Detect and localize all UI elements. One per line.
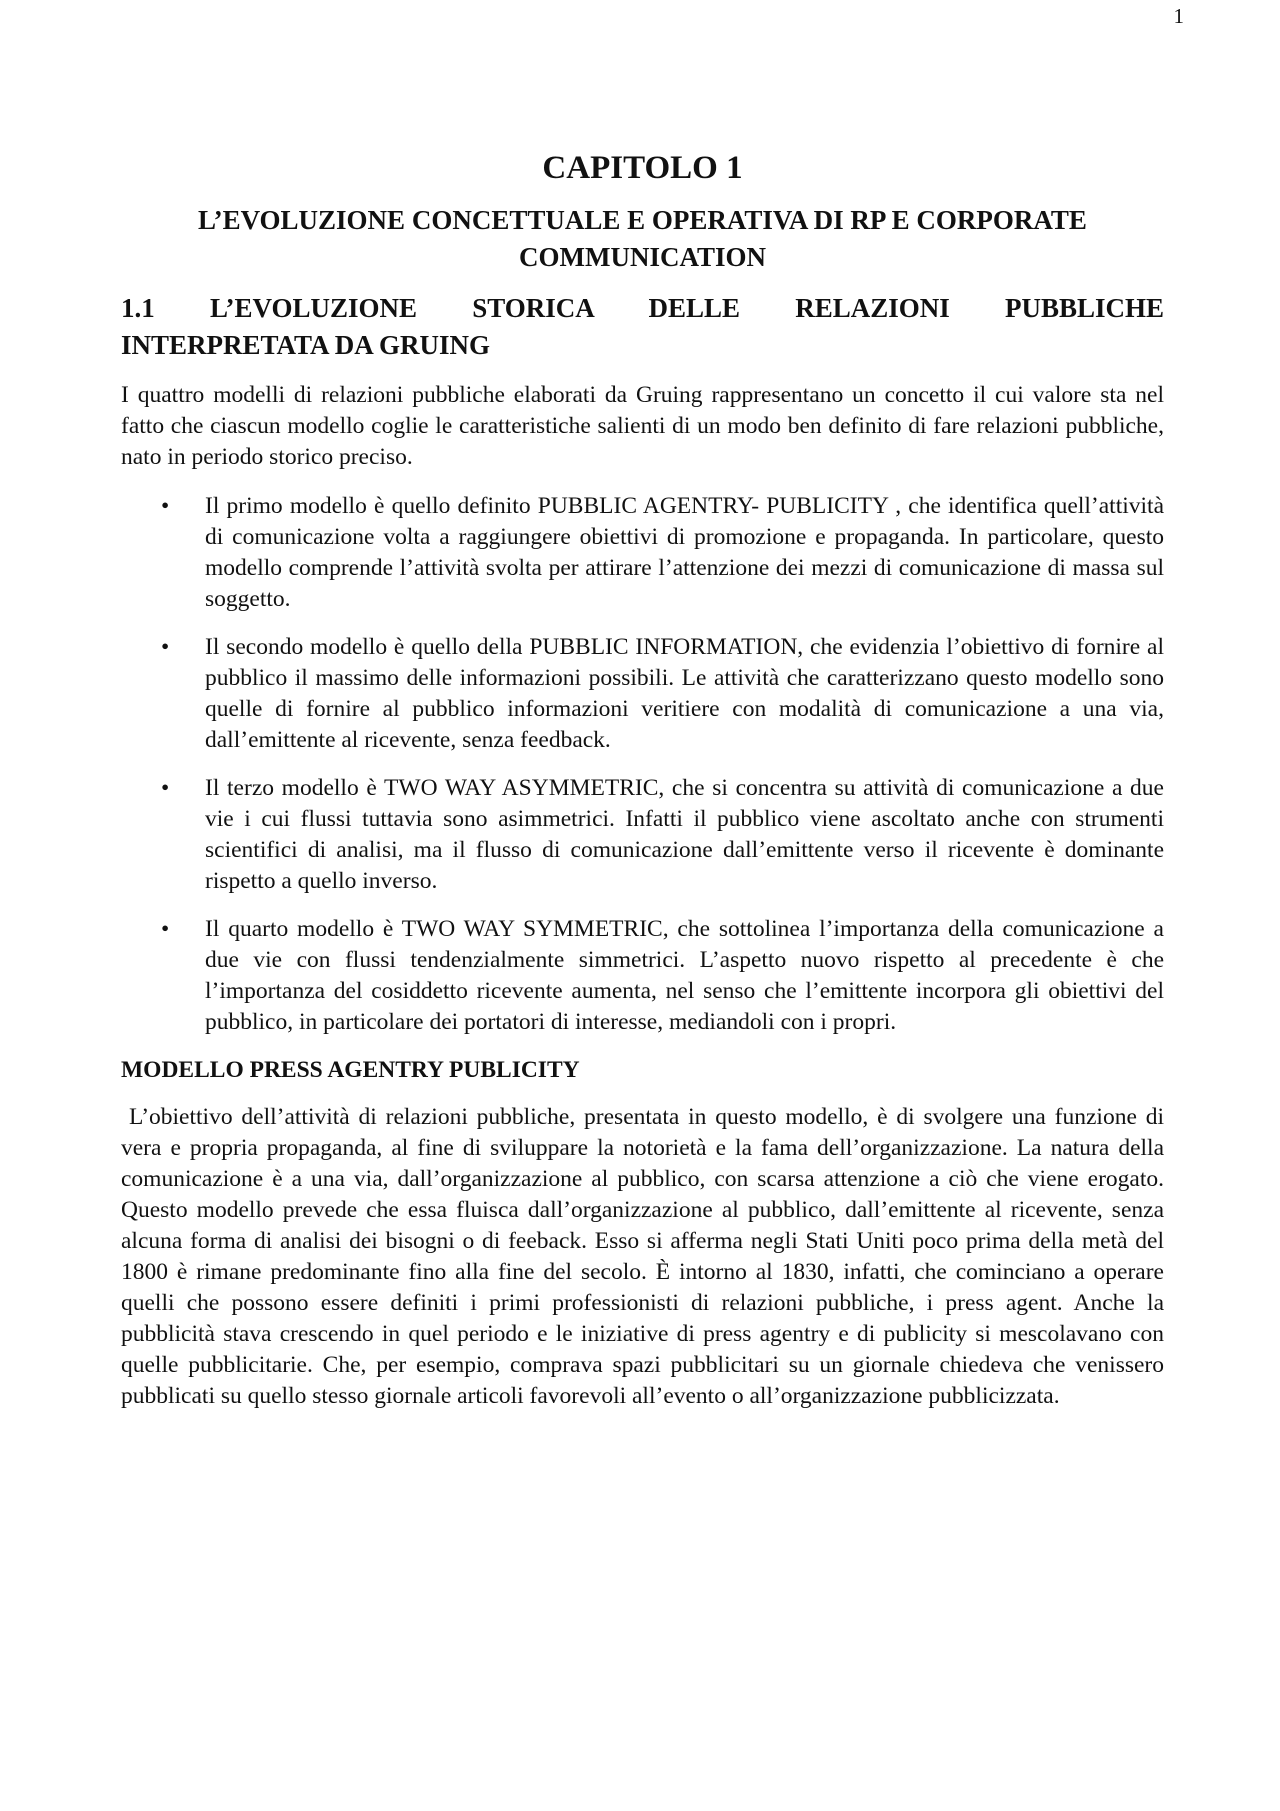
list-item <box>121 914 1164 1038</box>
models-list <box>121 491 1164 1038</box>
document-body <box>121 148 1164 1412</box>
page-number: 1 <box>1173 4 1184 28</box>
bullet-icon: • <box>161 775 170 801</box>
bullet-icon: • <box>161 493 170 519</box>
intro-paragraph: I quattro modelli di relazioni pubbliche elaborati da Gruing rappresentano un concetto il cui valore sta nel fatto che ciascun modello coglie le caratteristiche salienti di un modo ben definito di fare relazioni pubbliche, nato in periodo storico preciso. <box>121 382 1164 470</box>
chapter-subtitle-line-1: L’EVOLUZIONE CONCETTUALE E OPERATIVA DI RP E CORPORATE <box>198 205 1087 235</box>
model-description: Il terzo modello è TWO WAY ASYMMETRIC, che si concentra su attività di comunicazione a due vie i cui flussi tuttavia sono asimmetrici. Infatti il pubblico viene ascoltato anche con strumenti scientifici di analisi, ma il flusso di comunicazione dall’emittente verso il ricevente è dominante rispetto a quello inverso. <box>205 775 1164 894</box>
model-description: Il secondo modello è quello della PUBBLIC INFORMATION, che evidenzia l’obiettivo di fornire al pubblico il massimo delle informazioni possibili. Le attività che caratterizzano questo modello sono quelle di fornire al pubblico informazioni veritiere con modalità di comunicazione a una via, dall’emittente al ricevente, senza feedback. <box>205 634 1164 753</box>
section-title-line-2: INTERPRETATA DA GRUING <box>121 330 491 360</box>
chapter-title: CAPITOLO 1 <box>542 150 743 186</box>
list-item <box>121 773 1164 897</box>
chapter-subtitle <box>121 202 1164 276</box>
press-agentry-paragraph: L’obiettivo dell’attività di relazioni pubbliche, presentata in questo modello, è di svolgere una funzione di vera e propria propaganda, al fine di sviluppare la notorietà e la fama dell’organizzazione. La natura della comunicazione è a una via, dall’organizzazione al pubblico, con scarsa attenzione a ciò che viene erogato. Questo modello prevede che essa fluisca dall’organizzazione al pubblico, dall’emittente al ricevente, senza alcuna forma di analisi dei bisogni o di feeback. Esso si afferma negli Stati Uniti poco prima della metà del 1800 è rimane predominante fino alla fine del secolo. È intorno al 1830, infatti, che cominciano a operare quelli che possono essere definiti i primi professionisti di relazioni pubbliche, i press agent. Anche la pubblicità stava crescendo in quel periodo e le iniziative di press agentry e di publicity si mescolavano con quelle pubblicitarie. Che, per esempio, comprava spazi pubblicitari su un giornale chiedeva che venissero pubblicati su quello stesso giornale articoli favorevoli all’evento o all’organizzazione pubblicizzata. <box>121 1104 1164 1409</box>
bullet-icon: • <box>161 916 170 942</box>
section-title-line-1: 1.1 L’EVOLUZIONE STORICA DELLE RELAZIONI PUBBLICHE <box>121 293 1164 323</box>
list-item <box>121 632 1164 756</box>
bullet-icon: • <box>161 634 170 660</box>
chapter-subtitle-line-2: COMMUNICATION <box>519 242 766 272</box>
list-item <box>121 491 1164 615</box>
section-title <box>121 290 1164 364</box>
model-description: Il primo modello è quello definito PUBBLIC AGENTRY- PUBLICITY , che identifica quell’attività di comunicazione volta a raggiungere obiettivi di promozione e propaganda. In particolare, questo modello comprende l’attività svolta per attirare l’attenzione dei mezzi di comunicazione di massa sul soggetto. <box>205 493 1164 612</box>
model-description: Il quarto modello è TWO WAY SYMMETRIC, che sottolinea l’importanza della comunicazione a due vie con flussi tendenzialmente simmetrici. L’aspetto nuovo rispetto al precedente è che l’importanza del cosiddetto ricevente aumenta, nel senso che l’emittente incorpora gli obiettivi del pubblico, in particolare dei portatori di interesse, mediandoli con i propri. <box>205 916 1164 1035</box>
press-agentry-heading: MODELLO PRESS AGENTRY PUBLICITY <box>121 1057 580 1083</box>
